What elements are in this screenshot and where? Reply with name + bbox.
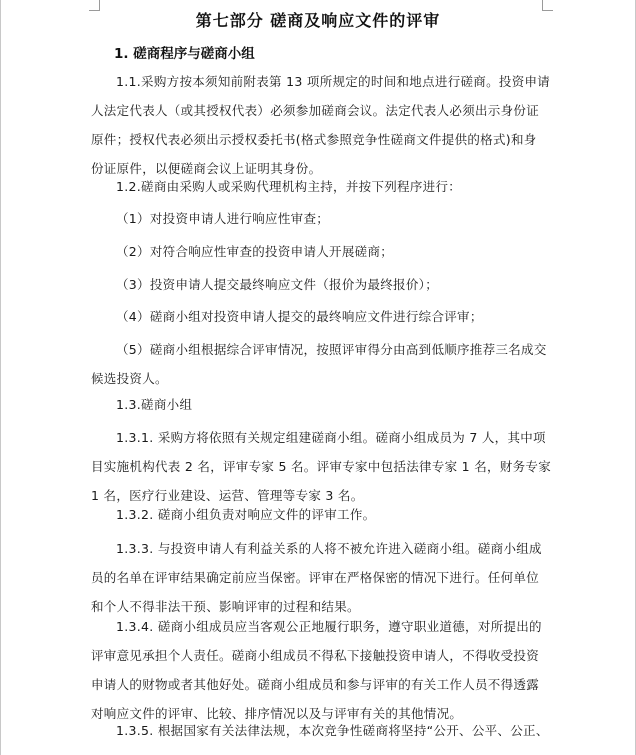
paragraph-1-3-3: [91, 534, 547, 621]
document-title: 第七部分 磋商及响应文件的评审: [195, 11, 441, 30]
paragraph-1-3-5: [91, 716, 547, 745]
list-item-3: [116, 270, 547, 299]
paragraph-1-3: [91, 390, 547, 419]
paragraph-line: 1.3.磋商小组: [116, 397, 193, 412]
paragraph-line: 评审意见承担个人责任。磋商小组成员不得私下接触投资申请人，不得收受投资: [91, 648, 540, 663]
paragraph-line: 对响应文件的评审、比较、排序情况以及与评审有关的其他情况。: [91, 706, 463, 721]
list-item-1: [116, 204, 547, 233]
paragraph-1-2: [91, 172, 547, 201]
paragraph-line: 1.1.采购方按本须知前附表第 13 项所规定的时间和地点进行磋商。投资申请: [116, 74, 551, 89]
list-item-4: [116, 302, 547, 331]
paragraph-line: 员的名单在评审结果确定前应当保密。评审在严格保密的情况下进行。任何单位: [91, 570, 540, 585]
paragraph-line: 候选投资人。: [91, 371, 168, 386]
paragraph-line: 1.3.2. 磋商小组负责对响应文件的评审工作。: [116, 507, 376, 522]
paragraph-line: （4）磋商小组对投资申请人提交的最终响应文件进行综合评审；: [116, 309, 483, 324]
paragraph-line: 目实施机构代表 2 名，评审专家 5 名。评审专家中包括法律专家 1 名，财务专家: [91, 459, 551, 474]
paragraph-1-3-4: [91, 612, 547, 728]
paragraph-1-3-1: [91, 423, 551, 510]
paragraph-1-3-2: [91, 500, 547, 529]
paragraph-line: （3）投资申请人提交最终响应文件（报价为最终报价）；: [116, 277, 439, 292]
section-heading: 1. 磋商程序与磋商小组: [114, 46, 255, 62]
paragraph-line: 1.3.1. 采购方将依照有关规定组建磋商小组。磋商小组成员为 7 人，其中项: [116, 430, 546, 445]
paragraph-1-1: [91, 67, 551, 183]
paragraph-line: （2）对符合响应性审查的投资申请人开展磋商；: [116, 244, 394, 259]
paragraph-line: （1）对投资申请人进行响应性审查；: [116, 211, 330, 226]
paragraph-line: 原件；授权代表必须出示授权委托书(格式参照竞争性磋商文件提供的格式)和身: [91, 132, 537, 147]
paragraph-line: 和个人不得非法干预、影响评审的过程和结果。: [91, 599, 360, 614]
paragraph-line: 1.3.3. 与投资申请人有利益关系的人将不被允许进入磋商小组。磋商小组成: [116, 541, 542, 556]
paragraph-line: 份证原件，以便磋商会议上证明其身份。: [91, 161, 322, 176]
paragraph-line: 1.3.5. 根据国家有关法律法规，本次竞争性磋商将坚持“公开、公平、公正、: [116, 723, 549, 738]
paragraph-line: 申请人的财物或者其他好处。磋商小组成员和参与评审的有关工作人员不得透露: [91, 677, 540, 692]
paragraph-line: （5）磋商小组根据综合评审情况，按照评审得分由高到低顺序推荐三名成交: [116, 342, 547, 357]
paragraph-line: 1 名，医疗行业建设、运营、管理等专家 3 名。: [91, 488, 364, 503]
paragraph-line: 人法定代表人（或其授权代表）必须参加磋商会议。法定代表人必须出示身份证: [91, 103, 540, 118]
paragraph-line: 1.3.4. 磋商小组成员应当客观公正地履行职务，遵守职业道德，对所提出的: [116, 619, 542, 634]
list-item-5: [91, 335, 547, 393]
paragraph-line: 1.2.磋商由采购人或采购代理机构主持，并按下列程序进行：: [116, 179, 462, 194]
list-item-2: [116, 237, 547, 266]
